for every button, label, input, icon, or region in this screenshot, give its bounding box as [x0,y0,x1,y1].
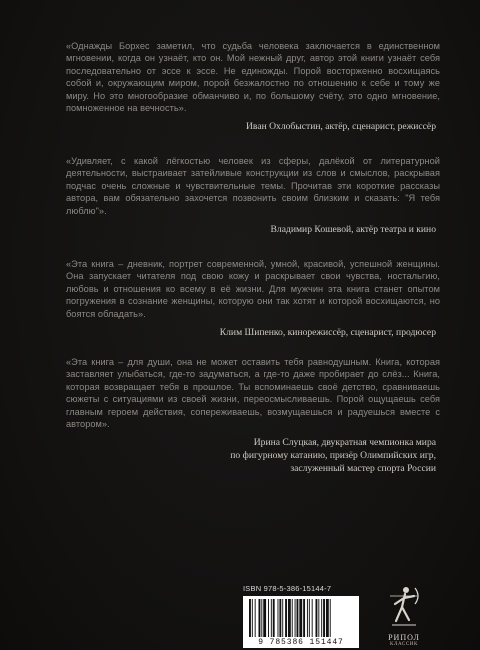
quote-text: «Удивляет, с какой лёгкостью человек из сферы, далёкой от литературной деятельности, выстраивает затейливые конструкции из слов и смыслов, раскрывая подчас очень сложные и чувствительные темы. Прочитав эти короткие рассказы автора, вам обязательно захочется позвонить своим близким и сказать: "Я тебя люблю"». [66,156,440,216]
quote-text: «Эта книга – дневник, портрет современной, умной, красивой, успешной женщины. Она запускает читателя под свою кожу и раскрывает свои чувства, ностальгию, любовь и отношения ко всему в её жизни. Для мужчин эта книга станет опытом погружения в сознание женщины, которую они так хотят и которой восхищаются, но боятся обладать». [66,259,440,319]
archer-logo-icon [384,585,424,627]
attribution-line: заслуженный мастер спорта России [290,463,436,475]
quote-attribution [66,326,440,339]
quote-attribution [66,223,440,236]
quote-text: «Эта книга – для души, она не может оставить тебя равнодушным. Книга, которая заставляет улыбаться, где-то задуматься, а где-то даже пробирает до слёз... Книга, которая возвращает тебя в прошлое. Ты вспоминаешь своё детство, сравниваешь сюжеты с ситуациями из своей жизни, переосмысливаешь. Порой ощущаешь себя главным героем действия, сопереживаешь, возмущаешься и радуешься вместе с автором». [66,357,440,430]
barcode [243,596,359,648]
quote-text: «Однажды Борхес заметил, что судьба человека заключается в единственном мгновении, когда он узнаёт, кто он. Мой нежный друг, автор этой книги узнаёт себя последовательно от эссе к эссе. Не единожды. Порой восторженно восхищаясь собой и, окружающим миром, порой безжалостно по отношению к себе и тому же миру. Но это многообразие обманчиво и, по большому счёту, это одно мгновение, помноженное на вечность». [66,41,440,114]
quote-attribution [66,120,440,133]
barcode-digits: 9 785386 151447 [258,638,344,647]
quote-block [66,258,440,339]
publisher-name: РИПОЛ [388,633,420,642]
isbn-label: ISBN 978-5-386-15144-7 [243,584,332,593]
attribution-line: Иван Охлобыстин, актёр, сценарист, режиссёр [245,121,436,133]
publisher-logo [378,585,430,647]
isbn-block [243,584,363,648]
publisher-subtitle: КЛАССИК [390,642,418,647]
attribution-line: по фигурному катанию, призёр Олимпийских игр, [230,450,436,462]
attribution-line: Клим Шипенко, кинорежиссёр, сценарист, продюсер [219,327,436,339]
quote-block [66,40,440,133]
quote-block [66,155,440,236]
quote-attribution [66,436,440,475]
attribution-line: Владимир Кошевой, актёр театра и кино [270,224,436,236]
quote-block [66,356,440,475]
barcode-bars [243,596,359,640]
attribution-line: Ирина Слуцкая, двукратная чемпионка мира [253,437,436,449]
